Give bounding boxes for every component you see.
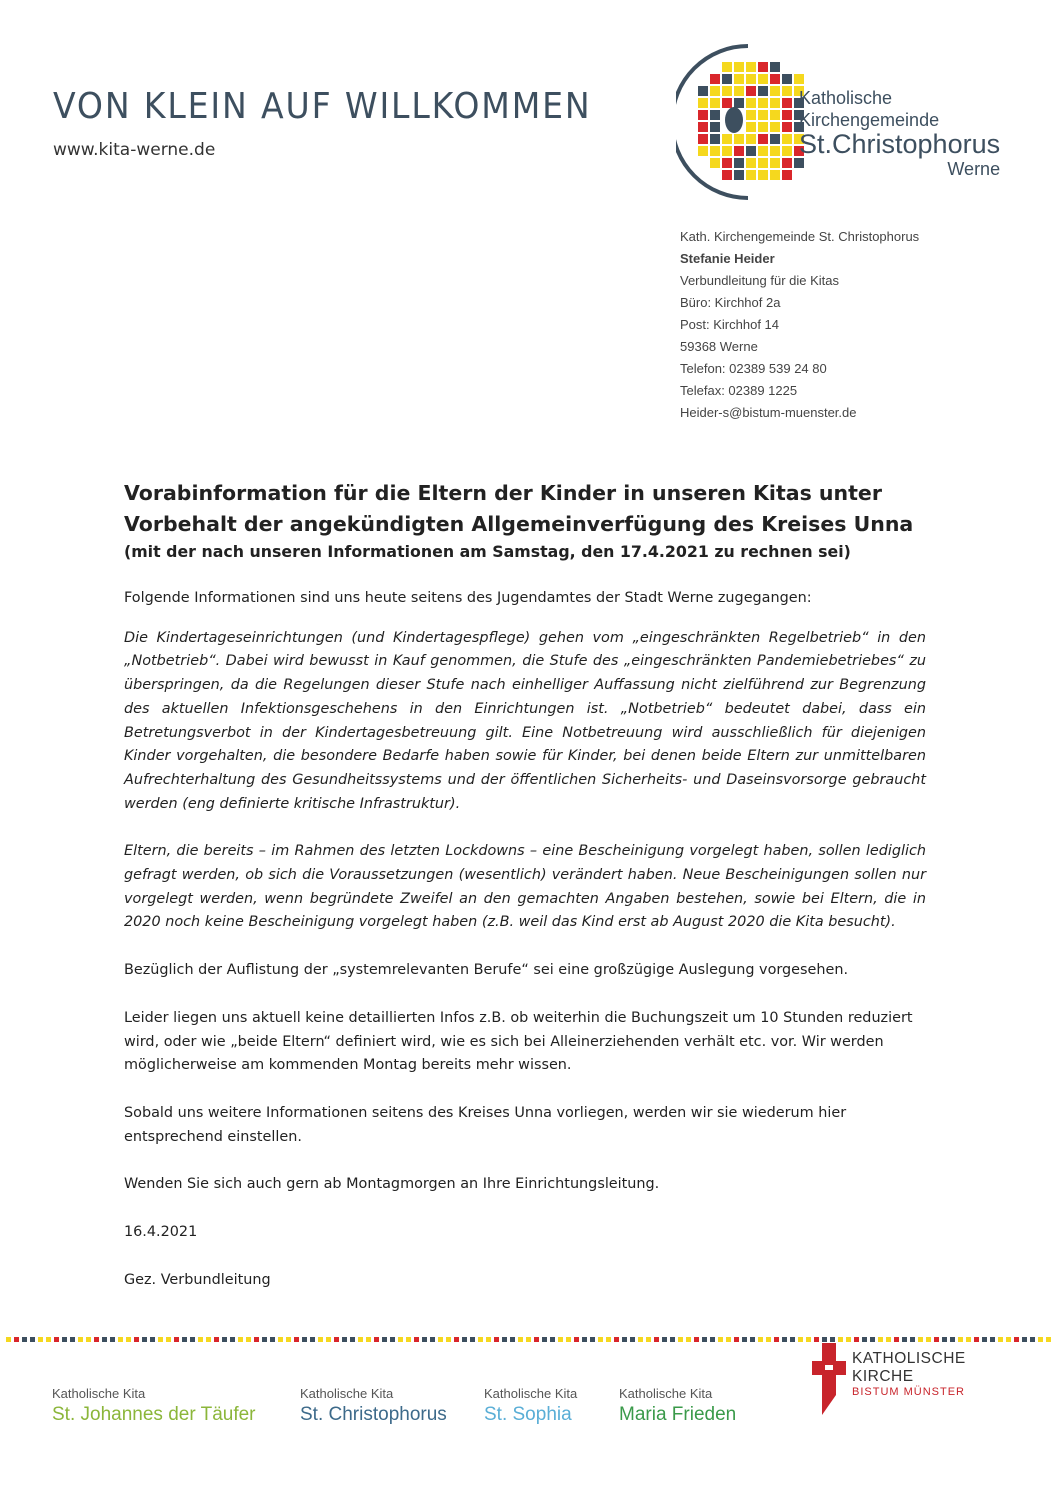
globe-tile	[770, 158, 780, 168]
divider-dot	[390, 1337, 395, 1342]
parish-logo	[676, 42, 1016, 202]
globe-tile	[698, 134, 708, 144]
divider-dot	[350, 1337, 355, 1342]
divider-dot	[662, 1337, 667, 1342]
globe-tile	[734, 146, 744, 156]
globe-tile	[734, 62, 744, 72]
footer-kita-christophorus	[300, 1386, 447, 1426]
globe-tile	[734, 134, 744, 144]
globe-tile	[734, 86, 744, 96]
divider-dot	[926, 1337, 931, 1342]
letter-paragraph-kreis: Sobald uns weitere Informationen seitens des Kreises Unna vorliegen, werden wir sie wiederum hier entsprechend einstellen.	[124, 1104, 847, 1145]
globe-tile	[746, 146, 756, 156]
divider-dot	[1014, 1337, 1019, 1342]
divider-dot	[958, 1337, 963, 1342]
globe-tile	[734, 74, 744, 84]
globe-tile	[758, 62, 768, 72]
divider-dot	[542, 1337, 547, 1342]
divider-dot	[726, 1337, 731, 1342]
divider-dot	[838, 1337, 843, 1342]
globe-tile	[746, 98, 756, 108]
divider-dot	[598, 1337, 603, 1342]
logo-line-parish-name: St.Christophorus	[799, 129, 1001, 159]
globe-tile	[758, 170, 768, 180]
sender-phone: Telefon: 02389 539 24 80	[680, 361, 827, 376]
divider-dot	[486, 1337, 491, 1342]
divider-dot	[14, 1337, 19, 1342]
divider-dot	[894, 1337, 899, 1342]
divider-dot	[782, 1337, 787, 1342]
divider-dot	[910, 1337, 915, 1342]
divider-dot	[510, 1337, 515, 1342]
divider-dot	[814, 1337, 819, 1342]
website-link[interactable]: www.kita-werne.de	[53, 140, 216, 160]
divider-dot	[622, 1337, 627, 1342]
divider-dot	[310, 1337, 315, 1342]
divider-dot	[902, 1337, 907, 1342]
divider-dot	[734, 1337, 739, 1342]
globe-tile	[746, 110, 756, 120]
divider-dot	[334, 1337, 339, 1342]
globe-tile	[758, 110, 768, 120]
divider-dot	[766, 1337, 771, 1342]
sender-city: 59368 Werne	[680, 339, 758, 354]
divider-dot	[398, 1337, 403, 1342]
divider-dot	[22, 1337, 27, 1342]
divider-dot	[30, 1337, 35, 1342]
divider-dot	[254, 1337, 259, 1342]
globe-tile	[770, 110, 780, 120]
divider-dot	[494, 1337, 499, 1342]
globe-tile	[710, 158, 720, 168]
divider-dot	[982, 1337, 987, 1342]
globe-tile	[722, 74, 732, 84]
divider-dot	[646, 1337, 651, 1342]
globe-tile	[746, 134, 756, 144]
divider-dot	[798, 1337, 803, 1342]
divider-dot	[918, 1337, 923, 1342]
globe-tile	[698, 98, 708, 108]
globe-tile	[722, 98, 732, 108]
globe-tile	[782, 146, 792, 156]
divider-dot	[270, 1337, 275, 1342]
globe-logo-icon	[676, 42, 806, 202]
divider-dot	[566, 1337, 571, 1342]
divider-dot	[142, 1337, 147, 1342]
letter-title	[124, 478, 926, 540]
globe-tile	[698, 86, 708, 96]
divider-dot	[654, 1337, 659, 1342]
globe-tile	[758, 122, 768, 132]
divider-dot	[134, 1337, 139, 1342]
sender-role: Verbundleitung für die Kitas	[680, 273, 839, 288]
globe-tile	[782, 134, 792, 144]
globe-tile	[746, 62, 756, 72]
letter-intro: Folgende Informationen sind uns heute seitens des Jugendamtes der Stadt Werne zugegangen:	[124, 590, 812, 606]
footer-kita-johannes	[52, 1386, 256, 1426]
letter-paragraph-berufe: Bezüglich der Auflistung der „systemrelevanten Berufe“ sei eine großzügige Auslegung vorgesehen.	[124, 962, 849, 979]
divider-dot	[830, 1337, 835, 1342]
sender-address-block	[680, 226, 919, 424]
footer-kita-label: Katholische Kita	[484, 1386, 578, 1401]
globe-tile	[770, 134, 780, 144]
church-cross-icon	[812, 1343, 846, 1415]
globe-tile	[746, 86, 756, 96]
globe-tile	[722, 170, 732, 180]
divider-dot	[78, 1337, 83, 1342]
divider-dot	[582, 1337, 587, 1342]
globe-tile	[758, 158, 768, 168]
globe-tile	[782, 170, 792, 180]
globe-tile	[746, 170, 756, 180]
divider-dot	[534, 1337, 539, 1342]
footer-kita-name: St. Johannes der Täufer	[52, 1404, 256, 1425]
globe-tile	[710, 98, 720, 108]
divider-dot	[790, 1337, 795, 1342]
globe-tile	[770, 98, 780, 108]
divider-dot	[262, 1337, 267, 1342]
globe-tile	[722, 158, 732, 168]
globe-tile	[782, 98, 792, 108]
sender-org: Kath. Kirchengemeinde St. Christophorus	[680, 229, 920, 244]
divider-dot	[470, 1337, 475, 1342]
divider-dot	[758, 1337, 763, 1342]
divider-dot	[166, 1337, 171, 1342]
divider-dot	[206, 1337, 211, 1342]
divider-dot	[62, 1337, 67, 1342]
logo-line-katholische: Katholische	[799, 88, 893, 108]
divider-dot	[1006, 1337, 1011, 1342]
divider-dot	[630, 1337, 635, 1342]
divider-dot	[574, 1337, 579, 1342]
divider-dot	[846, 1337, 851, 1342]
letter-title-line2: Vorbehalt der angekündigten Allgemeinverfügung des Kreises Unna	[124, 512, 914, 536]
divider-dot	[966, 1337, 971, 1342]
footer-kita-label: Katholische Kita	[619, 1386, 713, 1401]
letter-date: 16.4.2021	[124, 1224, 198, 1241]
footer-kita-name: St. Sophia	[484, 1404, 572, 1425]
divider-dot	[742, 1337, 747, 1342]
divider-dot	[934, 1337, 939, 1342]
divider-dot	[1022, 1337, 1027, 1342]
divider-dot	[238, 1337, 243, 1342]
divider-dot	[414, 1337, 419, 1342]
divider-dot	[678, 1337, 683, 1342]
globe-tile	[710, 122, 720, 132]
divider-dot	[382, 1337, 387, 1342]
sender-office: Büro: Kirchhof 2a	[680, 295, 781, 310]
globe-tile	[746, 74, 756, 84]
sender-post: Post: Kirchhof 14	[680, 317, 779, 332]
globe-tile	[734, 170, 744, 180]
divider-dot	[294, 1337, 299, 1342]
footer-kita-label: Katholische Kita	[300, 1386, 394, 1401]
divider-dot	[182, 1337, 187, 1342]
divider-dot	[366, 1337, 371, 1342]
divider-dot	[454, 1337, 459, 1342]
divider-dot	[502, 1337, 507, 1342]
divider-dot	[518, 1337, 523, 1342]
divider-dot	[942, 1337, 947, 1342]
globe-tile	[758, 98, 768, 108]
letter-signature: Gez. Verbundleitung	[124, 1271, 271, 1288]
footer-kita-name: St. Christophorus	[300, 1404, 447, 1425]
divider-dot	[1046, 1337, 1051, 1342]
globe-tile	[698, 110, 708, 120]
divider-dot	[102, 1337, 107, 1342]
divider-dot	[870, 1337, 875, 1342]
globe-tile	[794, 74, 804, 84]
sender-fax: Telefax: 02389 1225	[680, 383, 798, 398]
divider-dot	[70, 1337, 75, 1342]
globe-tile	[758, 74, 768, 84]
globe-tile	[698, 122, 708, 132]
divider-dot	[110, 1337, 115, 1342]
logo-line-kirchengemeinde: Kirchengemeinde	[799, 110, 940, 130]
letter-title-line1: Vorabinformation für die Eltern der Kinder in unseren Kitas unter	[124, 481, 882, 505]
divider-dot	[974, 1337, 979, 1342]
globe-tile	[770, 170, 780, 180]
globe-tile	[758, 146, 768, 156]
globe-tile	[710, 134, 720, 144]
divider-dot	[590, 1337, 595, 1342]
divider-dot	[694, 1337, 699, 1342]
globe-tile	[758, 86, 768, 96]
divider-dot	[54, 1337, 59, 1342]
divider-dot	[286, 1337, 291, 1342]
divider-dot	[6, 1337, 11, 1342]
globe-tile	[710, 86, 720, 96]
divider-dot	[614, 1337, 619, 1342]
bistum-muenster-logo	[812, 1343, 992, 1418]
slogan: VON KLEIN AUF WILLKOMMEN	[53, 86, 592, 127]
divider-dot	[998, 1337, 1003, 1342]
globe-tile	[710, 110, 720, 120]
divider-dot	[822, 1337, 827, 1342]
divider-dot	[478, 1337, 483, 1342]
globe-tile	[722, 134, 732, 144]
divider-dot	[318, 1337, 323, 1342]
divider-dot	[446, 1337, 451, 1342]
globe-tile	[770, 146, 780, 156]
globe-tile	[734, 98, 744, 108]
church-logo-line1: KATHOLISCHE	[852, 1350, 966, 1367]
divider-dot	[214, 1337, 219, 1342]
divider-dot	[222, 1337, 227, 1342]
letter-subtitle: (mit der nach unseren Informationen am Samstag, den 17.4.2021 zu rechnen sei)	[124, 542, 851, 561]
globe-tile	[770, 122, 780, 132]
divider-dot	[558, 1337, 563, 1342]
divider-dot	[462, 1337, 467, 1342]
divider-dot	[854, 1337, 859, 1342]
sender-name: Stefanie Heider	[680, 251, 775, 266]
divider-dot	[638, 1337, 643, 1342]
divider-dot	[278, 1337, 283, 1342]
divider-dot	[750, 1337, 755, 1342]
globe-tile	[782, 86, 792, 96]
divider-dot	[246, 1337, 251, 1342]
divider-dot	[342, 1337, 347, 1342]
globe-tile	[710, 146, 720, 156]
divider-dot	[230, 1337, 235, 1342]
church-logo-line2: KIRCHE	[852, 1367, 914, 1385]
divider-dot	[526, 1337, 531, 1342]
divider-dot	[438, 1337, 443, 1342]
globe-tile	[722, 86, 732, 96]
divider-dot	[38, 1337, 43, 1342]
globe-tile	[782, 122, 792, 132]
globe-tile	[770, 62, 780, 72]
globe-tile	[698, 146, 708, 156]
divider-dot	[1030, 1337, 1035, 1342]
divider-dot	[710, 1337, 715, 1342]
church-logo-line3: BISTUM MÜNSTER	[852, 1386, 965, 1398]
divider-dot	[550, 1337, 555, 1342]
globe-tile	[782, 158, 792, 168]
divider-dot	[422, 1337, 427, 1342]
divider-dot	[46, 1337, 51, 1342]
footer-kita-sophia	[484, 1386, 577, 1426]
globe-tile	[758, 134, 768, 144]
footer-kita-label: Katholische Kita	[52, 1386, 146, 1401]
divider-dot	[950, 1337, 955, 1342]
footer-kita-name: Maria Frieden	[619, 1404, 737, 1425]
divider-dot	[606, 1337, 611, 1342]
logo-line-city: Werne	[947, 159, 1001, 179]
globe-tile	[722, 146, 732, 156]
divider-dot	[150, 1337, 155, 1342]
globe-tile	[746, 122, 756, 132]
divider-dot	[86, 1337, 91, 1342]
divider-dot	[406, 1337, 411, 1342]
footer-kita-maria-frieden	[619, 1386, 736, 1426]
divider-dot	[190, 1337, 195, 1342]
divider-dot	[94, 1337, 99, 1342]
globe-tile	[770, 74, 780, 84]
divider-dot	[198, 1337, 203, 1342]
globe-tile	[746, 158, 756, 168]
letter-paragraph-bescheinigung: Eltern, die bereits – im Rahmen des letzten Lockdowns – eine Bescheinigung vorgelegt haben, sollen lediglich gefragt werden, ob sich die Voraussetzungen (wesentlich) verändert haben. Neue Bescheinigungen sollen nur vorgelegt werden, wenn begründete Zweifel an den gemachten Angaben bestehen, sowie bei Eltern, die in 2020 noch keine Bescheinigung vorgelegt haben (z.B. weil das Kind erst ab August 2020 die Kita besucht).	[124, 843, 926, 931]
globe-tile	[734, 158, 744, 168]
divider-dot	[686, 1337, 691, 1342]
divider-dot	[878, 1337, 883, 1342]
divider-dot	[126, 1337, 131, 1342]
divider-dot	[302, 1337, 307, 1342]
letter-paragraph-notbetrieb: Die Kindertageseinrichtungen (und Kindertagespflege) gehen vom „eingeschränkten Regelbetrieb“ in den „Notbetrieb“. Dabei wird bewusst in Kauf genommen, die Stufe des „eingeschränkten Pandemiebetriebes“ zu überspringen, da die Regelungen dieser Stufe nach einhelliger Auffassung nicht zielführend zur Begrenzung des aktuellen Infektionsgeschehens in den Einrichtungen ist. „Notbetrieb“ bedeutet dabei, dass ein Betretungsverbot in der Kindertagesbetreuung gilt. Eine Notbetreuung wird ausschließlich für diejenigen Kinder vorgehalten, die besondere Bedarfe haben sowie für Kinder, bei denen beide Eltern zur unmittelbaren Aufrechterhaltung des Gesundheitssystems und der öffentlichen Sicherheits- und Daseinsvorsorge gebraucht werden (eng definierte kritische Infrastruktur).	[124, 629, 926, 812]
globe-tile	[722, 62, 732, 72]
divider-dot	[702, 1337, 707, 1342]
divider-dot	[1038, 1337, 1043, 1342]
divider-dot	[718, 1337, 723, 1342]
divider-dot	[374, 1337, 379, 1342]
letter-paragraph-infos: Leider liegen uns aktuell keine detaillierten Infos z.B. ob weiterhin die Buchungszeit um 10 Stunden reduziert wird, oder wie „beide Eltern“ definiert wird, wie es sich bei Alleinerziehenden verhält etc. vor. Wir werden möglicherweise am kommenden Montag bereits mehr wissen.	[124, 1009, 913, 1074]
sender-email[interactable]: Heider-s@bistum-muenster.de	[680, 405, 857, 420]
globe-tile	[782, 110, 792, 120]
divider-dot	[358, 1337, 363, 1342]
globe-tile	[782, 74, 792, 84]
divider-dot	[806, 1337, 811, 1342]
letter-body	[124, 478, 926, 1292]
divider-dot	[118, 1337, 123, 1342]
divider-dot	[862, 1337, 867, 1342]
divider-dot	[430, 1337, 435, 1342]
divider-dot	[174, 1337, 179, 1342]
divider-dot	[886, 1337, 891, 1342]
divider-dot	[326, 1337, 331, 1342]
divider-dot	[990, 1337, 995, 1342]
globe-tile	[770, 86, 780, 96]
letter-paragraph-einrichtungsleitung: Wenden Sie sich auch gern ab Montagmorgen an Ihre Einrichtungsleitung.	[124, 1176, 660, 1193]
divider-dot	[158, 1337, 163, 1342]
divider-dot	[774, 1337, 779, 1342]
divider-dot	[670, 1337, 675, 1342]
globe-tile	[710, 74, 720, 84]
